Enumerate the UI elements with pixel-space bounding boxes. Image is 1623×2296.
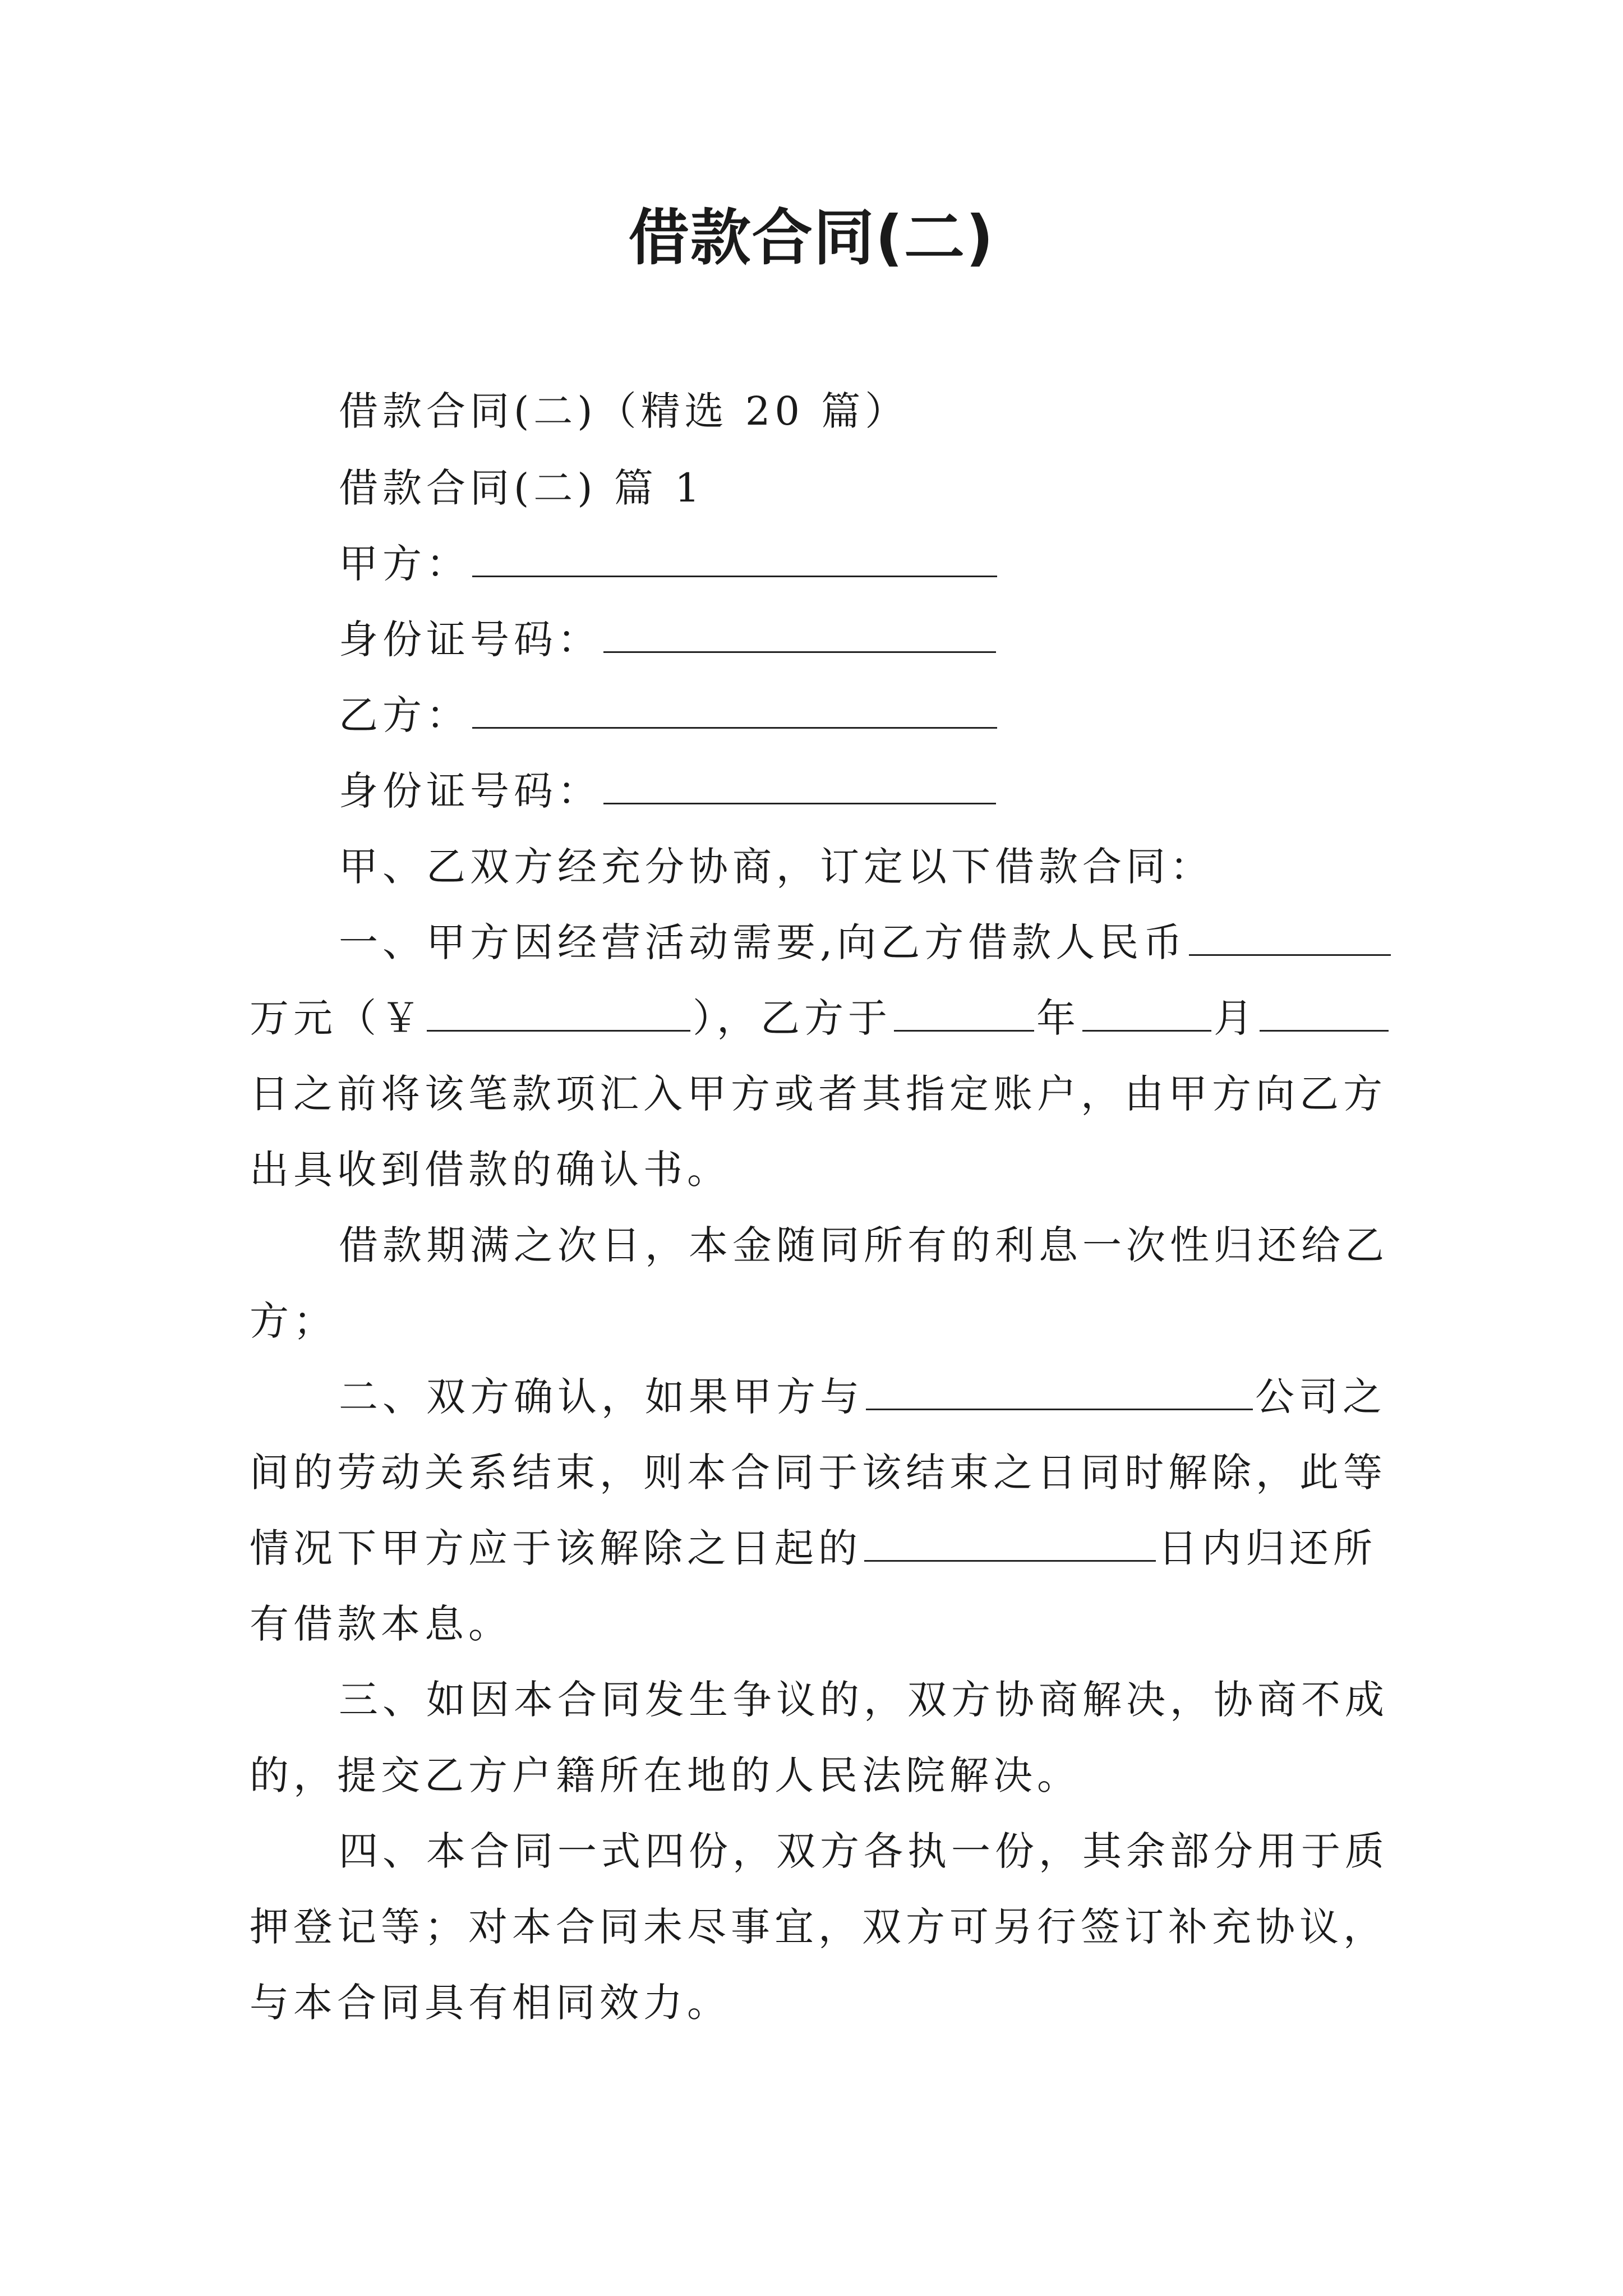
document-title: 借款合同(二) — [628, 203, 995, 273]
party-a-row — [339, 536, 999, 592]
party-a-id-label: 身份证号码： — [339, 616, 601, 662]
day-blank — [1260, 997, 1389, 1032]
repay-line2: 方； — [250, 1298, 337, 1344]
clause1-text2a: 万元（￥ — [250, 995, 425, 1041]
clause1-line3: 日之前将该笔款项汇入甲方或者其指定账户，由甲方向乙方 — [250, 1071, 1387, 1117]
party-b-id-blank — [603, 770, 996, 804]
clause2-line2: 间的劳动关系结束，则本合同于该结束之日同时解除，此等 — [250, 1450, 1387, 1496]
company-name-blank — [866, 1376, 1253, 1410]
clause2-text3b: 日内归还所 — [1158, 1525, 1377, 1571]
clause1-line1 — [339, 914, 1393, 970]
party-b-blank — [472, 694, 997, 729]
clause4-line3: 与本合同具有相同效力。 — [250, 1980, 731, 2026]
clause1-year: 年 — [1036, 995, 1080, 1041]
party-b-label: 乙方： — [339, 692, 470, 738]
intro-paragraph: 甲、乙双方经充分协商，订定以下借款合同： — [339, 844, 1214, 890]
party-a-blank — [472, 543, 997, 577]
party-b-id-row — [339, 763, 998, 819]
clause4-line1: 四、本合同一式四份，双方各执一份，其余部分用于质 — [339, 1828, 1389, 1874]
party-b-row — [339, 687, 999, 743]
party-a-id-blank — [603, 619, 996, 653]
party-b-id-label: 身份证号码： — [339, 768, 601, 814]
clause1-line2 — [250, 990, 1391, 1046]
days-blank — [864, 1527, 1156, 1562]
clause2-line3 — [250, 1520, 1377, 1576]
year-blank — [894, 997, 1034, 1032]
clause3-line1: 三、如因本合同发生争议的，双方协商解决，协商不成 — [339, 1677, 1389, 1723]
repay-line1: 借款期满之次日，本金随同所有的利息一次性归还给乙 — [339, 1222, 1389, 1268]
clause2-text3a: 情况下甲方应于该解除之日起的 — [250, 1525, 862, 1571]
party-a-label: 甲方： — [339, 541, 470, 587]
loan-amount-blank — [1189, 922, 1391, 956]
clause4-line2: 押登记等；对本合同未尽事宜，双方可另行签订补充协议， — [250, 1904, 1387, 1950]
clause1-line4: 出具收到借款的确认书。 — [250, 1147, 731, 1193]
document-subtitle: 借款合同(二)（精选 20 篇） — [339, 388, 909, 434]
clause1-text1: 一、甲方因经营活动需要,向乙方借款人民币 — [339, 919, 1187, 965]
clause2-line1 — [339, 1369, 1386, 1425]
clause2-text1b: 公司之 — [1255, 1374, 1386, 1420]
clause1-text2b: ），乙方于 — [693, 995, 892, 1041]
clause2-line4: 有借款本息。 — [250, 1601, 512, 1647]
loan-figure-blank — [427, 997, 690, 1032]
month-blank — [1082, 997, 1211, 1032]
clause3-line2: 的，提交乙方户籍所在地的人民法院解决。 — [250, 1752, 1081, 1798]
party-a-id-row — [339, 611, 998, 668]
clause2-text1a: 二、双方确认，如果甲方与 — [339, 1374, 864, 1420]
section-heading: 借款合同(二) 篇 1 — [339, 465, 704, 511]
clause1-month: 月 — [1214, 995, 1257, 1041]
